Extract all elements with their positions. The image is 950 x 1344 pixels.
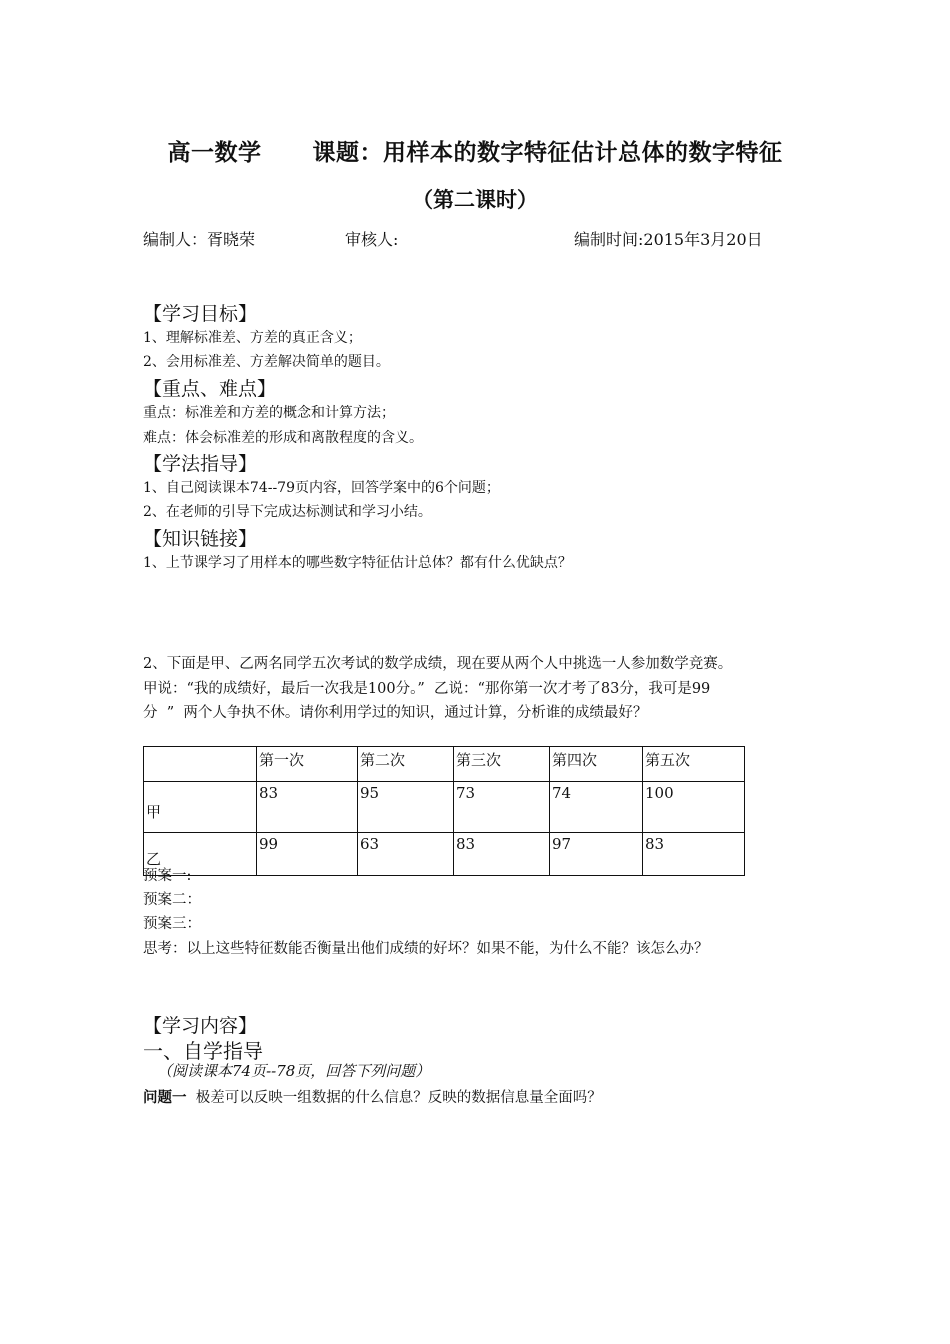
question-one xyxy=(143,1086,602,1107)
table-header-cell: 第三次 xyxy=(454,747,550,782)
link-question-2-line: 甲说：“我的成绩好，最后一次我是100分。” 乙说：“那你第一次才考了83分，我可是99 xyxy=(143,681,711,697)
table-cell: 74 xyxy=(550,782,643,833)
question-one-label: 问题一 xyxy=(143,1089,187,1106)
table-header-cell: 第二次 xyxy=(358,747,454,782)
key-points-heading: 【重点、难点】 xyxy=(143,378,277,400)
link-question-2-line: 分 ” 两个人争执不休。请你利用学过的知识，通过计算，分析谁的成绩最好？ xyxy=(143,705,648,721)
table-cell: 73 xyxy=(454,782,550,833)
table-cell: 63 xyxy=(358,833,454,876)
table-row xyxy=(144,833,745,876)
link-question-1: 1、上节课学习了用样本的哪些数字特征估计总体？都有什么优缺点？ xyxy=(143,555,572,571)
content-heading: 【学习内容】 xyxy=(143,1015,258,1037)
author-line: 编制人：胥晓荣 xyxy=(143,230,256,249)
score-table xyxy=(143,746,745,876)
date-line: 编制时间:2015年3月20日 xyxy=(574,230,763,249)
goals-heading: 【学习目标】 xyxy=(143,303,258,325)
table-cell: 95 xyxy=(358,782,454,833)
table-header-cell: 第四次 xyxy=(550,747,643,782)
reading-note: （阅读课本74页--78页，回答下列问题） xyxy=(157,1062,431,1080)
row-label-yi: 乙 xyxy=(144,833,257,876)
table-cell: 99 xyxy=(257,833,358,876)
question-one-text: 极差可以反映一组数据的什么信息？反映的数据信息量全面吗？ xyxy=(186,1090,602,1106)
plan-three: 预案三： xyxy=(143,916,201,932)
goal-item: 1、理解标准差、方差的真正含义； xyxy=(143,330,362,346)
table-cell: 100 xyxy=(643,782,745,833)
reviewer-line: 审核人: xyxy=(345,230,399,249)
method-item: 2、在老师的引导下完成达标测试和学习小结。 xyxy=(143,504,432,520)
think-question: 思考：以上这些特征数能否衡量出他们成绩的好坏？如果不能，为什么不能？该怎么办？ xyxy=(143,941,709,957)
goal-item: 2、会用标准差、方差解决简单的题目。 xyxy=(143,354,390,370)
document-subtitle: （第二课时） xyxy=(412,187,538,212)
link-heading: 【知识链接】 xyxy=(143,528,258,550)
plan-two: 预案二： xyxy=(143,892,201,908)
self-study-heading: 一、自学指导 xyxy=(143,1039,263,1063)
table-row xyxy=(144,782,745,833)
table-header-cell: 第一次 xyxy=(257,747,358,782)
document-title: 高一数学 课题：用样本的数字特征估计总体的数字特征 xyxy=(167,139,783,166)
table-cell: 97 xyxy=(550,833,643,876)
table-header-row xyxy=(144,747,745,782)
table-header-cell: 第五次 xyxy=(643,747,745,782)
plan-one: 预案一: xyxy=(143,868,192,884)
link-question-2-line: 2、下面是甲、乙两名同学五次考试的数学成绩，现在要从两个人中挑选一人参加数学竞赛。 xyxy=(143,656,733,672)
row-label-jia: 甲 xyxy=(144,782,257,833)
key-point-item: 难点：体会标准差的形成和离散程度的含义。 xyxy=(143,430,423,446)
method-item: 1、自己阅读课本74--79页内容，回答学案中的6个问题； xyxy=(143,480,500,496)
table-cell: 83 xyxy=(257,782,358,833)
table-cell: 83 xyxy=(643,833,745,876)
table-cell: 83 xyxy=(454,833,550,876)
method-heading: 【学法指导】 xyxy=(143,453,258,475)
table-header-cell xyxy=(144,747,257,782)
key-point-item: 重点：标准差和方差的概念和计算方法； xyxy=(143,405,395,421)
